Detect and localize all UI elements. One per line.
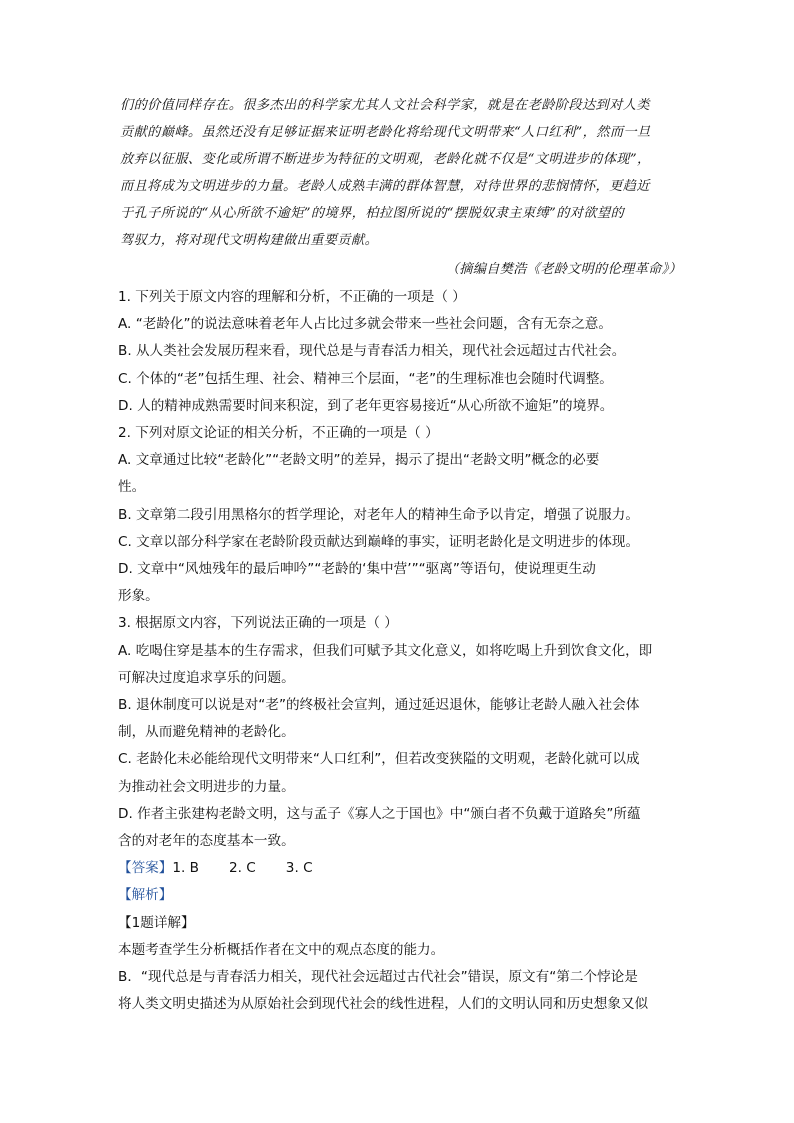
question-2-option: C. 文章以部分科学家在老龄阶段贡献达到巅峰的事实，证明老龄化是文明进步的体现。 <box>118 533 640 550</box>
question-3-option: A. 吃喝住穿是基本的生存需求，但我们可赋予其文化意义，如将吃喝上升到饮食文化，即 <box>118 642 653 659</box>
question-3-option: B. 退休制度可以说是对“老”的终极社会宣判，通过延迟退休，能够让老龄人融入社会体 <box>118 697 640 714</box>
question-3-option: C. 老龄化未必能给现代文明带来“人口红利”，但若改变狭隘的文明观，老龄化就可以成 <box>118 751 640 768</box>
question-1-option: B. 从人类社会发展历程来看，现代总是与青春活力相关，现代社会远超过古代社会。 <box>118 343 626 360</box>
passage-line: 放弃以征服、变化或所谓不断进步为特征的文明观，老龄化就不仅是“文明进步的体现”， <box>120 152 651 167</box>
question-2-option: 形象。 <box>118 588 159 605</box>
passage-line: 们的价值同样存在。很多杰出的科学家尤其人文社会科学家，就是在老龄阶段达到对人类 <box>120 98 650 113</box>
answer-item: 2. C <box>229 860 256 877</box>
analysis-line: B．“现代总是与青春活力相关，现代社会远超过古代社会”错误，原文有“第二个悖论是 <box>118 969 638 986</box>
passage-excerpt <box>120 92 680 254</box>
question-1-option: D. 人的精神成熟需要时间来积淀，到了老年更容易接近“从心所欲不逾矩”的境界。 <box>118 397 614 414</box>
question-3-option: 可解决过度追求享乐的问题。 <box>118 669 295 686</box>
analysis-q1-header: 【1题详解】 <box>118 914 195 931</box>
question-3-option: D. 作者主张建构老龄文明，这与孟子《寡人之于国也》中“颁白者不负戴于道路矣”所蕴 <box>118 805 641 822</box>
answer-item: 1. B <box>172 860 199 877</box>
passage-source: （摘编自樊浩《老龄文明的伦理革命》） <box>445 262 682 277</box>
question-2-option: B. 文章第二段引用黑格尔的哲学理论，对老年人的精神生命予以肯定，增强了说服力。 <box>118 506 639 523</box>
question-3-option: 为推动社会文明进步的力量。 <box>118 778 295 795</box>
answer-line <box>118 855 678 882</box>
question-2-option: A. 文章通过比较“老龄化”“老龄文明”的差异，揭示了提出“老龄文明”概念的必要 <box>118 452 600 469</box>
passage-line: 而且将成为文明进步的力量。老龄人成熟丰满的群体智慧，对待世界的悲悯情怀，更趋近 <box>120 179 650 194</box>
analysis-line: 本题考查学生分析概括作者在文中的观点态度的能力。 <box>118 941 445 958</box>
question-2-option: 性。 <box>118 479 146 496</box>
question-3-stem: 3. 根据原文内容，下列说法正确的一项是（ ） <box>118 615 398 632</box>
questions-section <box>118 284 678 1018</box>
passage-line: 贡献的巅峰。虽然还没有足够证据来证明老龄化将给现代文明带来“人口红利”，然而一旦 <box>120 125 651 140</box>
question-2-option: D. 文章中“风烛残年的最后呻吟”“老龄的‘集中营’”“驱离”等语句，使说理更生动 <box>118 561 596 578</box>
passage-line: 于孔子所说的“从心所欲不逾矩”的境界，柏拉图所说的“摆脱奴隶主束缚”的对欲望的 <box>120 206 625 221</box>
answer-item: 3. C <box>285 860 313 877</box>
passage-line: 驾驭力，将对现代文明构建做出重要贡献。 <box>120 233 379 248</box>
answer-label: 【答案】 <box>118 860 173 877</box>
question-3-option: 制，从而避免精神的老龄化。 <box>118 724 295 741</box>
question-1-option: C. 个体的“老”包括生理、社会、精神三个层面，“老”的生理标准也会随时代调整。 <box>118 370 613 387</box>
question-2-stem: 2. 下列对原文论证的相关分析，不正确的一项是（ ） <box>118 425 439 442</box>
analysis-line: 将人类文明史描述为从原始社会到现代社会的线性进程，人们的文明认同和历史想象又似 <box>118 996 649 1013</box>
question-1-option: A. “老龄化”的说法意味着老年人占比过多就会带来一些社会问题，含有无奈之意。 <box>118 316 612 333</box>
question-3-option: 含的对老年的态度基本一致。 <box>118 833 295 850</box>
analysis-label: 【解析】 <box>118 887 173 904</box>
question-1-stem: 1. 下列关于原文内容的理解和分析，不正确的一项是（ ） <box>118 289 466 305</box>
